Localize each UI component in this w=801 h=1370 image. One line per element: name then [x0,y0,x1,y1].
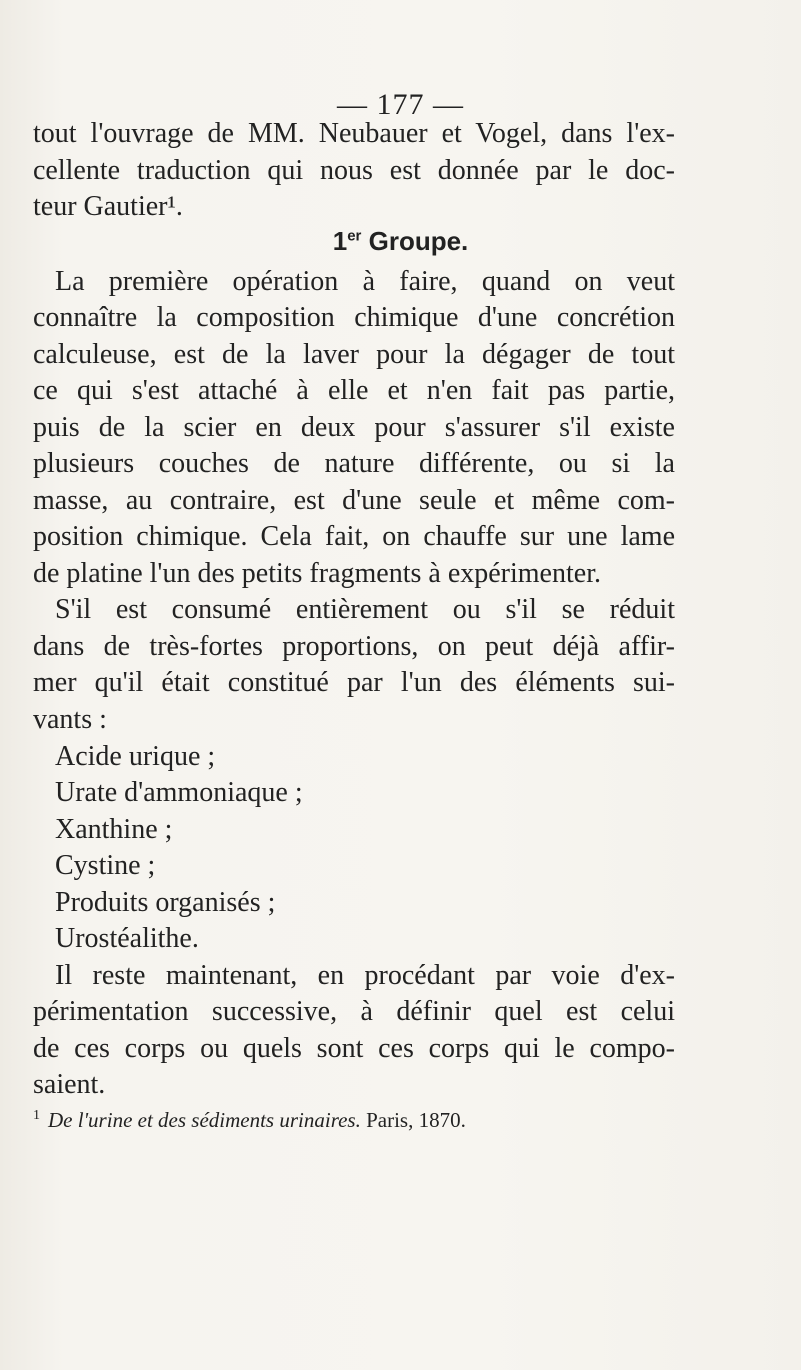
footnote-title: De l'urine et des sédiments urinaires. [48,1108,361,1132]
list-item: Urate d'ammoniaque ; [55,777,303,808]
text-line: calculeuse, est de la laver pour la dégager de tout [33,339,675,370]
text-line: vants : [33,704,107,735]
text-line: saient. [33,1069,106,1100]
text-line: ce qui s'est attaché à elle et n'en fait pas partie, [33,375,675,406]
text-line: cellente traduction qui nous est donnée par le doc- [33,155,675,186]
text-line: dans de très-fortes proportions, on peut déjà affir- [33,631,675,662]
list-item: Urostéalithe. [55,923,199,954]
text-line: Il reste maintenant, en procédant par voie d'ex- [55,960,675,991]
text-line: puis de la scier en deux pour s'assurer s'il existe [33,412,675,443]
text-line: de ces corps ou quels sont ces corps qui le compo- [33,1033,675,1064]
text-line: teur Gautier¹. [33,191,183,222]
text-line: masse, au contraire, est d'une seule et même com- [33,485,675,516]
text-line: mer qu'il était constitué par l'un des éléments sui- [33,667,675,698]
text-line: tout l'ouvrage de MM. Neubauer et Vogel, dans l'ex- [33,118,675,149]
list-item: Acide urique ; [55,741,216,772]
heading-number: 1 [332,226,348,256]
text-line: périmentation successive, à définir quel est celui [33,996,675,1027]
list-item: Xanthine ; [55,814,173,845]
list-item: Cystine ; [55,850,156,881]
footnote [33,1108,466,1133]
heading-word: Groupe. [368,226,469,256]
footnote-mark: 1 [33,1108,40,1123]
heading-ordinal: er [347,227,362,245]
text-line: plusieurs couches de nature différente, ou si la [33,448,675,479]
page-number-header: — 177 — [337,88,464,121]
text-line: connaître la composition chimique d'une concrétion [33,302,675,333]
text-line: S'il est consumé entièrement ou s'il se réduit [55,594,675,625]
list-item: Produits organisés ; [55,887,276,918]
section-heading [0,226,801,257]
text-line: La première opération à faire, quand on veut [55,266,675,297]
footnote-rest: Paris, 1870. [366,1108,466,1132]
text-line: position chimique. Cela fait, on chauffe sur une lame [33,521,675,552]
text-line: de platine l'un des petits fragments à expérimenter. [33,558,601,589]
